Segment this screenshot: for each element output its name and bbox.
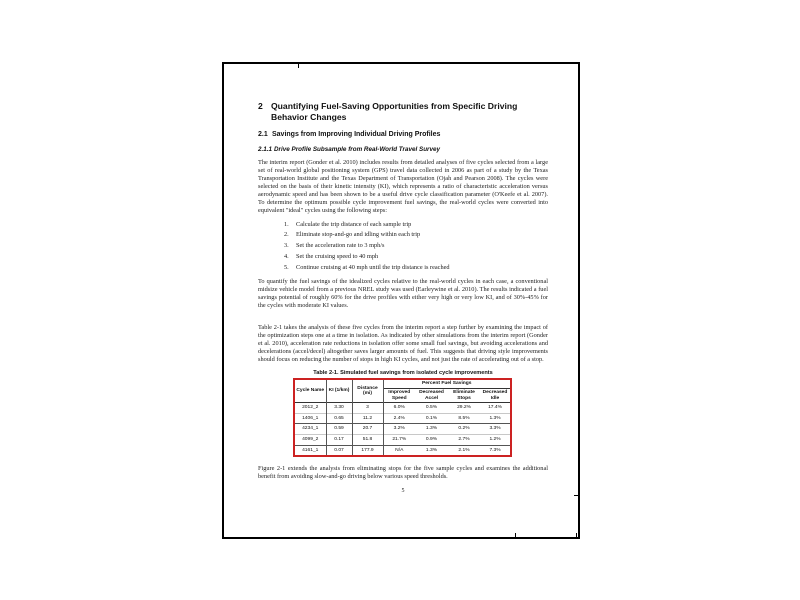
- subsubsection-number: 2.1.1: [258, 145, 273, 153]
- list-item-number: 1.: [284, 220, 289, 228]
- cell-cycle-name: 4234_1: [295, 424, 326, 435]
- cell-ki: 3.30: [326, 403, 352, 414]
- registration-tick-bottom-1: [515, 533, 516, 538]
- cell-decreased-accel: 1.3%: [425, 447, 438, 453]
- table-row: [295, 445, 510, 455]
- sub-header-decreased-accel: Decreased Accel: [419, 389, 444, 401]
- list-item-text: Set the cruising speed to 40 mph: [296, 252, 379, 260]
- paragraph-simulation-results: To quantify the fuel savings of the idealized cycles relative to the real-world cycles in each case, a conventional midsize vehicle model from a previous NREL study was used (Earleywine et al. 2010). The results indicated a fuel savings potential of roughly 60% for the drive profiles with either very high or very low KI, and of 30%-45% for the cycles with moderate KI values.: [258, 277, 548, 310]
- table-caption: Table 2-1. Simulated fuel savings from isolated cycle improvements: [313, 370, 493, 377]
- cell-eliminate-stops: 2.7%: [458, 436, 470, 442]
- table-body: [295, 403, 510, 455]
- cell-eliminate-stops: 2.1%: [458, 447, 470, 453]
- list-item-text: Continue cruising at 40 mph until the trip distance is reached: [296, 263, 450, 271]
- cell-improved-speed: N/A: [395, 447, 404, 453]
- cell-improved-speed: 3.2%: [393, 426, 405, 432]
- paragraph-intro: The interim report (Gonder et al. 2010) includes results from detailed analyses of five cycles selected from a large set of real-world global positioning system (GPS) travel data collected in 2006 as part of a study by the Texas Transportation Institute and the Texas Department of Transportation (Ojah and Pearson 2008). The cycles were selected on the basis of their kinetic intensity (KI), which represents a ratio of characteristic acceleration versus aerodynamic speed and has been shown to be a useful drive cycle classification parameter (O'Keefe et al. 2007). To determine the optimum possible cycle improvement fuel savings, the real-world cycles were converted into equivalent "ideal" cycles using the following steps:: [258, 158, 548, 215]
- table-header: [295, 380, 510, 402]
- page-number: 5: [401, 488, 405, 495]
- cell-decreased-accel: 0.1%: [425, 415, 438, 421]
- cell-improved-speed: 21.7%: [392, 436, 407, 442]
- cell-decreased-idle: 1.3%: [489, 415, 501, 421]
- cell-decreased-idle: 7.3%: [489, 447, 501, 453]
- list-item: [284, 221, 548, 228]
- cell-distance: 177.9: [352, 445, 383, 455]
- cell-eliminate-stops: 8.5%: [458, 415, 470, 421]
- list-item-number: 5.: [284, 263, 289, 271]
- cell-decreased-idle: 3.3%: [489, 426, 501, 432]
- cell-eliminate-stops: 29.2%: [457, 405, 471, 411]
- list-item: [284, 264, 548, 271]
- col-group-percent-fuel-savings: Percent Fuel Savings: [383, 380, 510, 388]
- list-item-text: Eliminate stop-and-go and idling within each trip: [296, 231, 421, 239]
- list-item-text: Set the acceleration rate to 3 mph/s: [296, 242, 385, 250]
- list-item: [284, 253, 548, 260]
- list-item-number: 4.: [284, 252, 289, 260]
- table-row: [295, 434, 510, 445]
- cell-distance: 3: [352, 403, 383, 414]
- table-row: [295, 403, 510, 414]
- cell-decreased-idle: 17.4%: [488, 405, 502, 411]
- registration-tick-right: [574, 495, 579, 496]
- cell-decreased-accel: 0.9%: [425, 436, 438, 442]
- subsection-number: 2.1: [258, 131, 268, 138]
- list-item-number: 3.: [284, 242, 289, 250]
- cell-eliminate-stops: 0.2%: [458, 426, 470, 432]
- subsubsection-title: Drive Profile Subsample from Real-World Travel Survey: [274, 145, 440, 153]
- idealization-steps-list: [258, 221, 548, 271]
- cell-ki: 0.17: [326, 434, 352, 445]
- cell-ki: 0.07: [326, 445, 352, 455]
- paragraph-figure-reference: Figure 2-1 extends the analysis from eliminating stops for the five sample cycles and examines the additional benefit from avoiding slow-and-go driving below various speed thresholds.: [258, 465, 548, 481]
- cell-decreased-idle: 1.2%: [489, 436, 501, 442]
- cell-cycle-name: 1406_1: [295, 413, 326, 424]
- cell-distance: 51.8: [352, 434, 383, 445]
- cell-decreased-accel: 1.3%: [425, 426, 438, 432]
- section-number: 2: [258, 101, 263, 111]
- sub-header-eliminate-stops: Eliminate Stops: [453, 389, 475, 401]
- subsection-heading: [258, 131, 548, 140]
- cell-cycle-name: 4099_2: [295, 434, 326, 445]
- cell-decreased-accel: 0.5%: [425, 405, 438, 411]
- section-heading: [258, 101, 548, 122]
- list-item: [284, 231, 548, 238]
- cell-ki: 0.59: [326, 424, 352, 435]
- col-header-cycle-name: Cycle Name: [295, 380, 326, 402]
- list-item-text: Calculate the trip distance of each sample trip: [296, 220, 412, 228]
- list-item: [284, 242, 548, 249]
- paragraph-table-discussion: Table 2-1 takes the analysis of these five cycles from the interim report a step further by examining the impact of the optimization steps one at a time in isolation. As indicated by other simulations from the interim report (Gonder et al. 2010), acceleration rate reductions in isolation offer some small fuel savings, but avoiding accelerations and decelerations (accel/decel) altogether saves larger amounts of fuel. This suggests that driving style improvements should focus on reducing the number of stops in high KI cycles, and not just the rate of accelerating out of a stop.: [258, 323, 548, 364]
- fuel-savings-table: [295, 380, 510, 455]
- page-content: [258, 101, 548, 494]
- sub-header-improved-speed: Improved Speed: [388, 389, 411, 401]
- cell-ki: 0.65: [326, 413, 352, 424]
- table-row: [295, 424, 510, 435]
- cell-cycle-name: 4161_1: [295, 445, 326, 455]
- cell-distance: 20.7: [352, 424, 383, 435]
- sub-header-decreased-idle: Decreased Idle: [482, 389, 508, 401]
- cell-improved-speed: 2.4%: [393, 415, 405, 421]
- registration-tick-top: [298, 62, 299, 68]
- col-header-ki: KI (1/km): [326, 380, 352, 402]
- section-title: Quantifying Fuel-Saving Opportunities from Specific Driving Behavior Changes: [271, 101, 518, 122]
- table-row: [295, 413, 510, 424]
- subsection-title: Savings from Improving Individual Driving Profiles: [272, 131, 441, 138]
- document-page: [222, 62, 580, 539]
- registration-tick-bottom-2: [576, 533, 577, 538]
- table-highlight-frame: [293, 378, 512, 457]
- cell-improved-speed: 6.0%: [393, 405, 405, 411]
- cell-distance: 11.2: [352, 413, 383, 424]
- subsubsection-heading: [258, 146, 548, 154]
- cell-cycle-name: 2012_2: [295, 403, 326, 414]
- col-header-distance: Distance (mi): [352, 380, 383, 402]
- list-item-number: 2.: [284, 231, 289, 239]
